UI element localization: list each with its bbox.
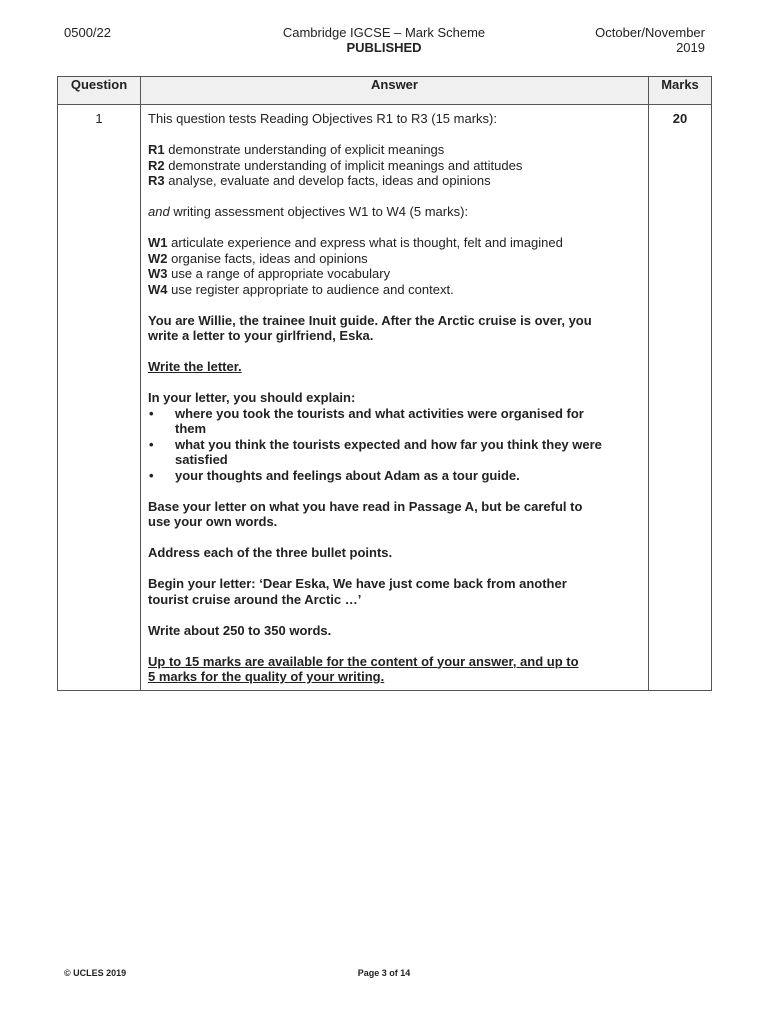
objective-r2 [148,158,642,174]
exam-session [595,25,705,55]
objective-code: W1 [148,235,168,250]
objective-r3 [148,173,642,189]
base-instruction: Base your letter on what you have read in Passage A, but be careful to use your own words. [148,498,583,529]
question-number: 1 [58,105,141,691]
objective-text: analyse, evaluate and develop facts, ideas and opinions [164,173,491,188]
bullet-list [148,406,642,484]
answer-column-header: Answer [141,77,649,105]
objective-w3 [148,266,642,282]
paper-code: 0500/22 [64,25,111,40]
objectives-intro: This question tests Reading Objectives R1 to R3 (15 marks): [148,111,497,126]
task-statement [148,313,642,344]
address-instruction: Address each of the three bullet points. [148,545,393,560]
objective-w1 [148,235,642,251]
table-header-row [58,77,712,105]
marks-value: 20 [649,105,712,691]
objective-code: R3 [148,173,165,188]
list-item: • where you took the tourists and what activities were organised for them [148,406,642,437]
and-word: and [148,204,170,219]
list-item: • what you think the tourists expected and how far you think they were satisfied [148,437,642,468]
objective-text: articulate experience and express what is thought, felt and imagined [167,235,563,250]
objective-text: organise facts, ideas and opinions [167,250,368,266]
marks-column-header: Marks [649,77,712,105]
copyright: © UCLES 2019 [64,968,127,978]
writing-intro-text: writing assessment objectives W1 to W4 (5 marks): [169,204,469,219]
mark-scheme-table [57,76,712,691]
objective-code: R1 [148,142,165,157]
objective-w2 [148,251,642,267]
page-number: Page 3 of 14 [357,968,411,978]
writing-objectives-intro [148,204,642,220]
writing-objectives-list [148,235,642,297]
objective-text: use register appropriate to audience and context. [167,281,454,297]
question-column-header: Question [58,77,141,105]
reading-objectives-list [148,142,642,189]
objective-r1 [148,142,642,158]
marks-note: Up to 15 marks are available for the content of your answer, and up to 5 marks for the quality of your writing. [148,653,579,684]
objective-code: W2 [148,250,168,266]
task-line: You are Willie, the trainee Inuit guide. After the Arctic cruise is over, you [148,312,592,328]
session-year: 2019 [676,40,705,55]
list-item: • your thoughts and feelings about Adam as a tour guide. [148,468,642,484]
objective-text: demonstrate understanding of explicit meanings [164,142,445,157]
objective-w4 [148,282,642,298]
session-month: October/November [595,25,705,40]
objective-text: use a range of appropriate vocabulary [167,266,391,281]
answer-cell [141,105,649,691]
published-label: PUBLISHED [346,40,422,55]
document-title: Cambridge IGCSE – Mark Scheme [282,25,486,40]
objective-code: W3 [148,266,168,281]
objective-text: demonstrate understanding of implicit meanings and attitudes [164,157,523,173]
begin-instruction: Begin your letter: ‘Dear Eska, We have just come back from another tourist cruise around the Arctic …’ [148,576,567,607]
write-instruction: Write the letter. [148,359,242,374]
objective-code: W4 [148,281,168,297]
table-row [58,105,712,691]
task-line: write a letter to your girlfriend, Eska. [148,328,374,343]
explain-intro: In your letter, you should explain: [148,390,356,405]
explain-block [148,390,642,483]
word-count-instruction: Write about 250 to 350 words. [148,622,332,638]
objective-code: R2 [148,157,165,173]
